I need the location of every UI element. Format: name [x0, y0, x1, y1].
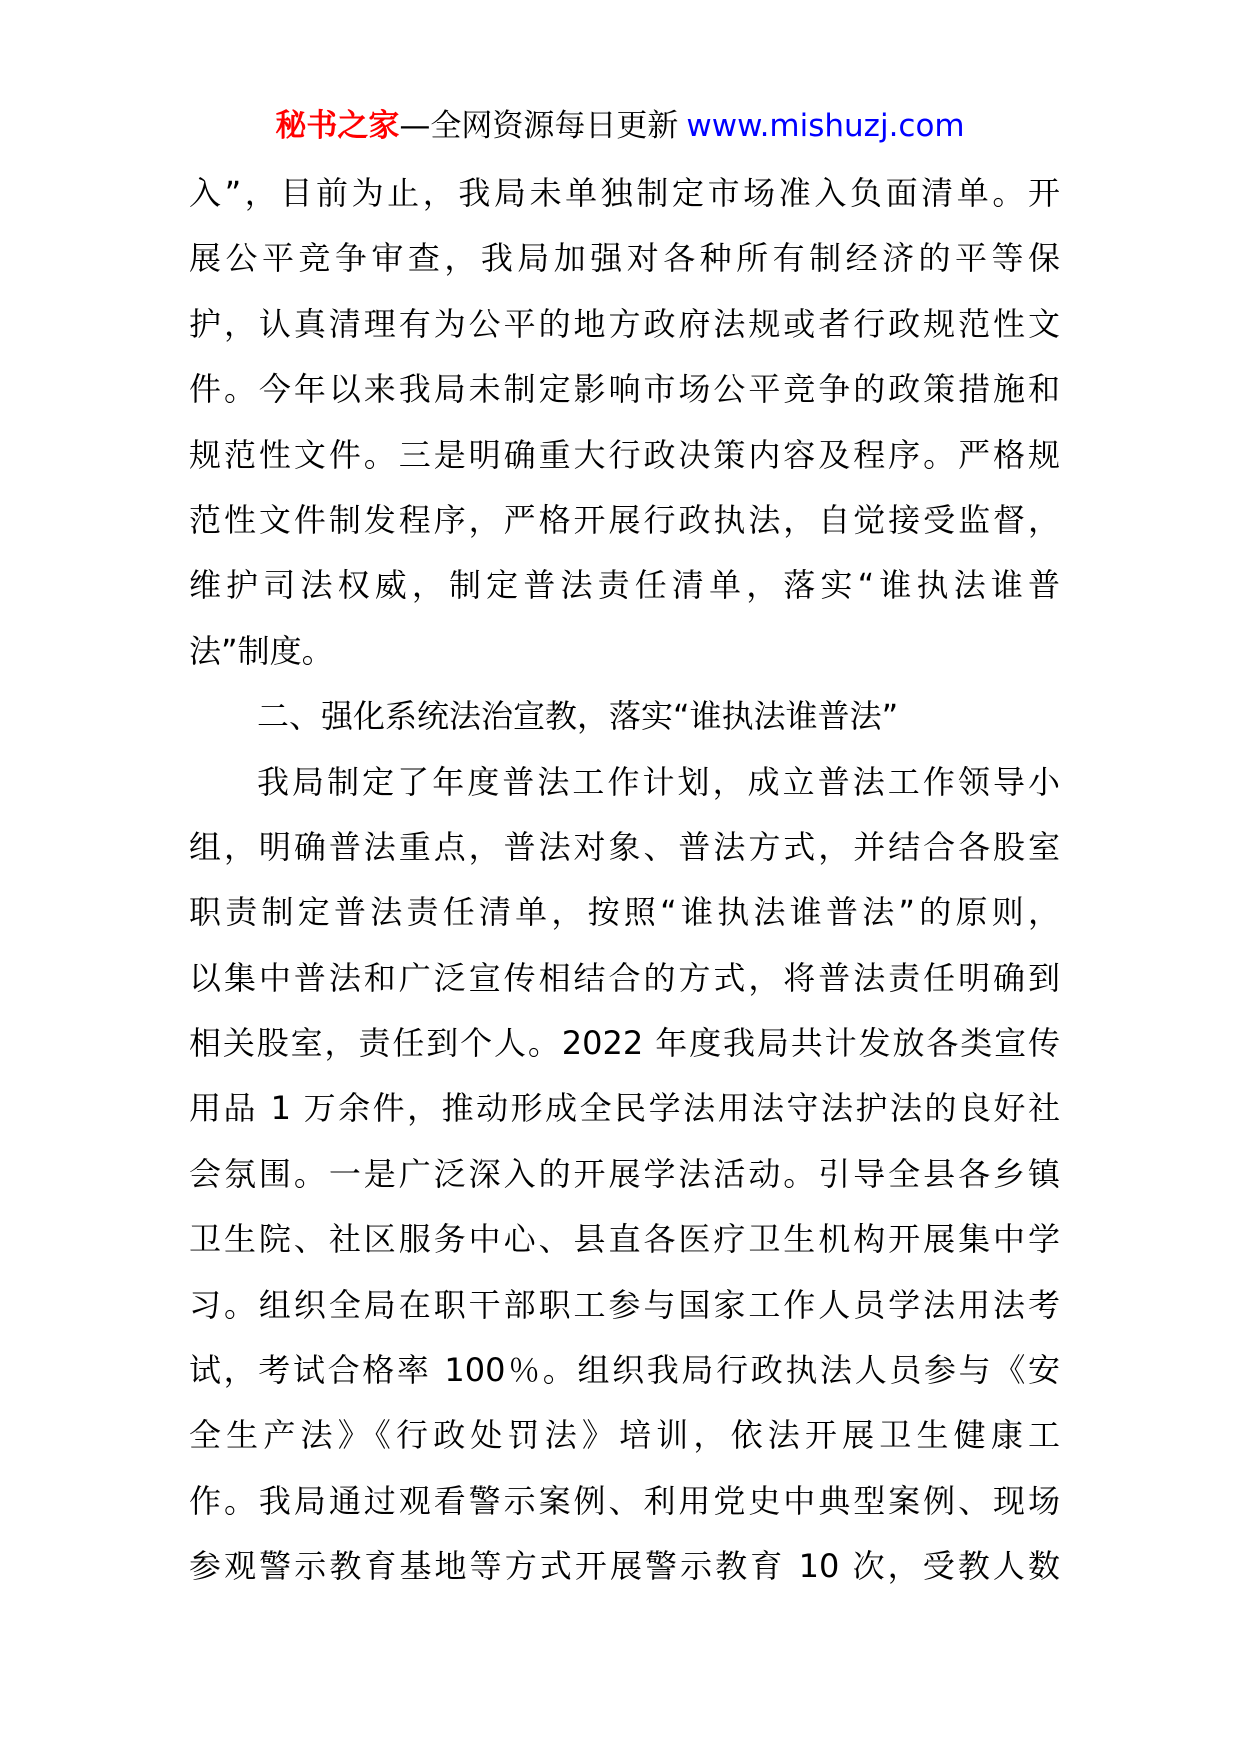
body-line: 卫生院、社区服务中心、县直各医疗卫生机构开展集中学 [189, 1220, 1060, 1259]
page-header [0, 106, 1240, 146]
body-line: 护，认真清理有为公平的地方政府法规或者行政规范性文 [189, 304, 1060, 343]
header-tagline: —全网资源每日更新 [399, 108, 679, 144]
body-line: 试，考试合格率 100％。组织我局行政执法人员参与《安 [189, 1351, 1060, 1390]
header-brand: 秘书之家 [275, 108, 400, 144]
body-line: 职责制定普法责任清单，按照“谁执法谁普法”的原则， [189, 893, 1060, 932]
body-line: 参观警示教育基地等方式开展警示教育 10 次，受教人数 [189, 1547, 1060, 1586]
body-line: 作。我局通过观看警示案例、利用党史中典型案例、现场 [189, 1481, 1060, 1520]
body-line: 相关股室，责任到个人。2022 年度我局共计发放各类宣传 [189, 1024, 1060, 1063]
body-line: 全生产法》《行政处罚法》培训，依法开展卫生健康工 [189, 1416, 1060, 1455]
header-url-link[interactable]: www.mishuzj.com [686, 108, 965, 144]
body-line: 我局制定了年度普法工作计划，成立普法工作领导小 [257, 762, 1060, 801]
body-line: 范性文件制发程序，严格开展行政执法，自觉接受监督， [189, 500, 1060, 539]
body-line: 规范性文件。三是明确重大行政决策内容及程序。严格规 [189, 435, 1060, 474]
body-line: 展公平竞争审查，我局加强对各种所有制经济的平等保 [189, 239, 1060, 278]
body-line: 以集中普法和广泛宣传相结合的方式，将普法责任明确到 [189, 958, 1060, 997]
body-line: 维护司法权威，制定普法责任清单，落实“谁执法谁普 [189, 566, 1060, 605]
section-heading: 二、强化系统法治宣教，落实“谁执法谁普法” [257, 697, 899, 736]
body-line: 会氛围。一是广泛深入的开展学法活动。引导全县各乡镇 [189, 1154, 1060, 1193]
document-body [189, 161, 1060, 1600]
body-line: 入”，目前为止，我局未单独制定市场准入负面清单。开 [189, 174, 1060, 212]
body-line: 组，明确普法重点，普法对象、普法方式，并结合各股室 [189, 827, 1060, 866]
body-line: 用品 1 万余件，推动形成全民学法用法守法护法的良好社 [189, 1089, 1060, 1128]
body-line: 法”制度。 [189, 631, 334, 670]
body-line: 习。组织全局在职干部职工参与国家工作人员学法用法考 [189, 1285, 1060, 1324]
body-line: 件。今年以来我局未制定影响市场公平竞争的政策措施和 [189, 370, 1060, 409]
